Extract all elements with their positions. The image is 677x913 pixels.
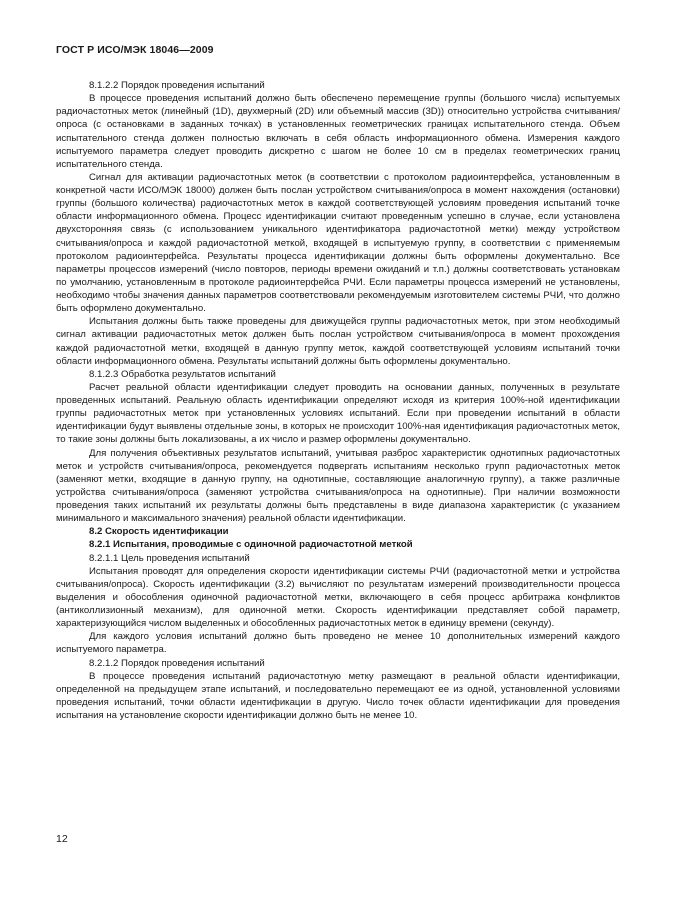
body-paragraph: В процессе проведения испытаний радиочастотную метку размещают в реальной области идентификации, определенной на предыдущем этапе испытаний, и последовательно перемещают ее из одной, установленной условиями проведения испытаний, точки области идентификации в другую. Число точек области идентификации для проведения испытания на установление скорости идентификации должно быть не менее 10. bbox=[56, 670, 620, 721]
subclause-heading-8-1-2-3: 8.1.2.3 Обработка результатов испытаний bbox=[89, 368, 276, 380]
body-paragraph: Для каждого условия испытаний должно быть проведено не менее 10 дополнительных измерений каждого испытуемого параметра. bbox=[56, 631, 620, 656]
document-body bbox=[56, 79, 620, 722]
section-heading-8-2: 8.2 Скорость идентификации bbox=[89, 526, 229, 538]
body-paragraph: Сигнал для активации радиочастотных меток (в соответствии с протоколом радиоинтерфейса, установленным в конкретной части ИСО/МЭК 18000) должен быть послан устройством считывания/опроса в момент нахождения (остановки) группы (большого количества) радиочастотных меток в каждой соответствующей условиям проведения испытаний точке области информационного обмена. Процесс идентификации считают проведенным успешно в случае, если установлена двухсторонняя связь (с использованием уникального идентификатора радиочастотной метки) между устройством считывания/опроса и каждой радиочастотной меткой, входящей в испытуемую группу, в соответствии с применяемым протоколом радиоинтерфейса. Результаты процесса идентификации должны быть оформлены документально. Все параметры процессов измерений (число повторов, периоды времени ожиданий и т.п.) должны соответствовать установкам по умолчанию, установленным в протоколе радиоинтерфейса РЧИ. Если параметры процесса измерений не установлены, необходимо чтобы значения данных параметров соответствовали рекомендуемым изготовителем системы РЧИ, что должно быть оформлено документально. bbox=[56, 171, 620, 315]
body-paragraph: В процессе проведения испытаний должно быть обеспечено перемещение группы (большого числа) испытуемых радиочастотных меток (линейный (1D), двухмерный (2D) или объемный массив (3D)) относительно устройства считывания/опроса (с остановками в заданных точках) в установленных геометрических границах испытательного стенда. Объем испытательного стенда должен полностью включать в себя область информационного обмена. Измерения каждого испытуемого параметра следует проводить дискретно с шагом не более 10 см в пределах геометрических границ испытательного стенда. bbox=[56, 93, 620, 170]
body-paragraph: Испытания должны быть также проведены для движущейся группы радиочастотных меток, при этом необходимый сигнал активации радиочастотных меток должен быть послан устройством считывания/опроса в момент прохождения каждой радиочастотной метки, входящей в данную группу меток, каждой соответствующей условиям испытаний точки области информационного обмена. Результаты испытаний должны быть оформлены документально. bbox=[56, 316, 620, 367]
subclause-heading-8-1-2-2: 8.1.2.2 Порядок проведения испытаний bbox=[89, 80, 265, 91]
body-paragraph: Испытания проводят для определения скорости идентификации системы РЧИ (радиочастотной метки и устройства считывания/опроса). Скорость идентификации (3.2) вычисляют по результатам измерений производительности процесса выделения и обособления одиночной радиочастотной метки, включающего в себя процесс арбитража конфликтов (антиколлизионный механизм), для одиночной метки. Скорость идентификации представляет собой параметр, характеризующийся числом выделенных и обособленных радиочастотных меток в единицу времени (секунду). bbox=[56, 565, 620, 630]
body-paragraph: Расчет реальной области идентификации следует проводить на основании данных, полученных в результате проведенных испытаний. Реальную область идентификации определяют исходя из критерия 100%-ной идентификации группы радиочастотных меток при установленных условиях испытаний. Если при проведении испытаний в области идентификации будут выявлены отдельные зоны, в которых не происходит 100%-ная идентификация радиочастотных меток, то такие зоны должны быть локализованы, а их число и размер оформлены документально. bbox=[56, 381, 620, 446]
page-header-standard-id: ГОСТ Р ИСО/МЭК 18046—2009 bbox=[56, 44, 214, 56]
subclause-heading-8-2-1-2: 8.2.1.2 Порядок проведения испытаний bbox=[89, 657, 265, 669]
page-number: 12 bbox=[56, 833, 68, 845]
section-heading-8-2-1: 8.2.1 Испытания, проводимые с одиночной радиочастотной меткой bbox=[89, 539, 413, 551]
subclause-heading-8-2-1-1: 8.2.1.1 Цель проведения испытаний bbox=[89, 552, 250, 564]
body-paragraph: Для получения объективных результатов испытаний, учитывая разброс характеристик однотипных радиочастотных меток и устройств считывания/опроса, рекомендуется подвергать испытаниям несколько групп радиочастотных меток (заменяют метки, входящие в данную группу, на однотипные, составляющие аналогичную группу), а также различные устройства считывания/опроса (заменяют устройства считывания/опроса на однотипные). При наличии возможности проведения таких испытаний их результаты должны быть представлены в виде диапазона характеристик (с указанием минимального и максимального значения) реальной области идентификации. bbox=[56, 447, 620, 525]
